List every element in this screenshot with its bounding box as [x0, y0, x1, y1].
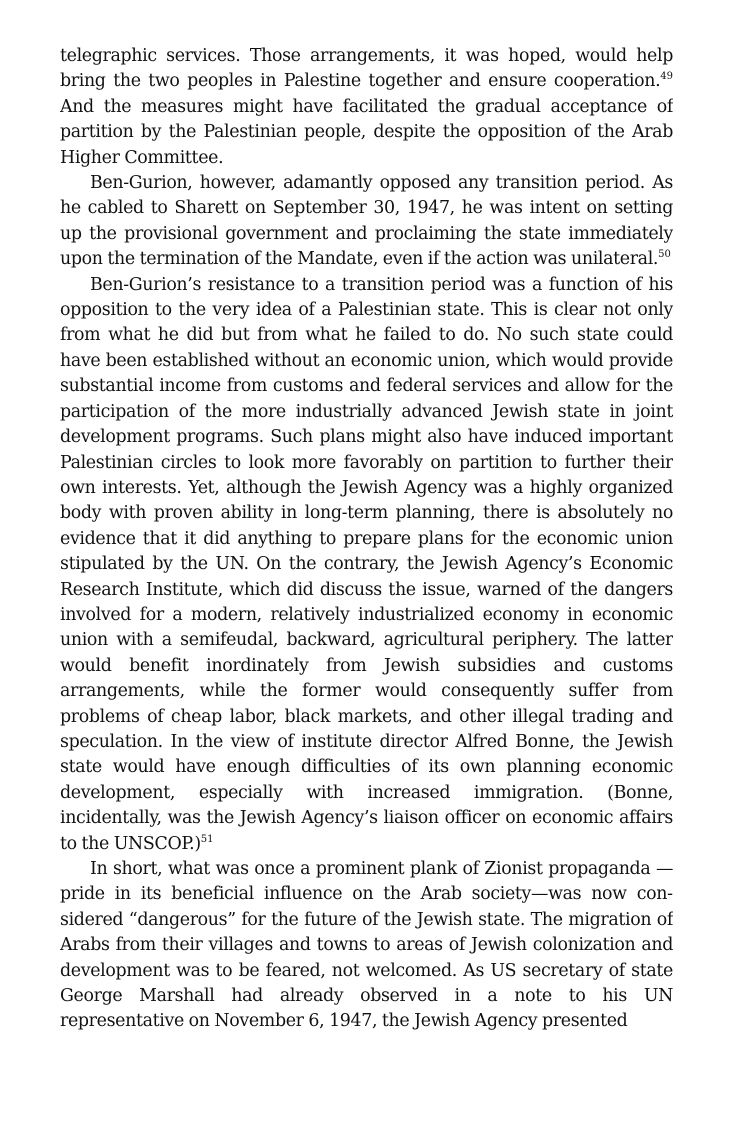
paragraph-economic-union: [60, 273, 673, 857]
paragraph-text: In short, what was once a prominent plank of Zionist propaganda —pride in its beneficial influence on the Arab society—was now considered “dangerous” for the future of the Jewish state. The migration of Arabs from their villages and towns to areas of Jewish colonization and development was to be feared, not welcomed. As US secretary of state George Marshall had already observed in a note to his UN representative on November 6, 1947, the Jewish Agency presented: [60, 859, 673, 1032]
paragraph-text: telegraphic services. Those arrangements, it was hoped, would help bring the two peoples in Palestine together and ensure cooperation.: [60, 46, 673, 92]
paragraph-text-tail: And the measures might have facilitated the gradual acceptance of partition by the Palestinian people, despite the opposition of the Arab Higher Committee.: [60, 96, 673, 168]
footnote-marker-51: 51: [200, 833, 214, 845]
paragraph-text: Ben-Gurion’s resistance to a transition period was a function of his opposition to the very idea of a Palestinian state. This is clear not only from what he did but from what he failed to do. No such state could have been established without an economic union, which would provide substantial income from customs and federal services and allow for the participation of the more industrially advanced Jewish state in joint development programs. Such plans might also have induced important Palestinian circles to look more favorably on partition to further their own interests. Yet, although the Jewish Agency was a highly organized body with proven ability in long-term planning, there is absolutely no evidence that it did anything to prepare plans for the economic union stipulated by the UN. On the contrary, the Jewish Agency’s Economic Research Institute, which did discuss the issue, warned of the dangers involved for a modern, relatively industrialized economy in economic union with a semifeudal, backward, agricultural periphery. The latter would benefit inordinately from Jewish subsidies and customs arrangements, while the former would consequently suffer from problems of cheap labor, black markets, and other illegal trading and speculation. In the view of institute director Alfred Bonne, the Jewish state would have enough difficulties of its own planning economic development, especially with increased immigration. (Bonne, incidentally, was the Jewish Agency’s liaison officer on economic affairs to the UNSCOP.): [60, 274, 673, 854]
paragraph-in-short: [60, 857, 673, 1035]
paragraph-text: Ben-Gurion, however, adamantly opposed any transition period. As he cabled to Sharett on September 30, 1947, he was intent on setting up the provisional government and proclaiming the state immediately upon the termination of the Mandate, even if the action was unilateral.: [60, 173, 673, 270]
book-page: [60, 44, 673, 1104]
footnote-marker-50: 50: [658, 249, 671, 261]
paragraph-continuation: [60, 44, 673, 171]
footnote-marker-49: 49: [660, 71, 673, 83]
paragraph-transition-period: [60, 171, 673, 273]
